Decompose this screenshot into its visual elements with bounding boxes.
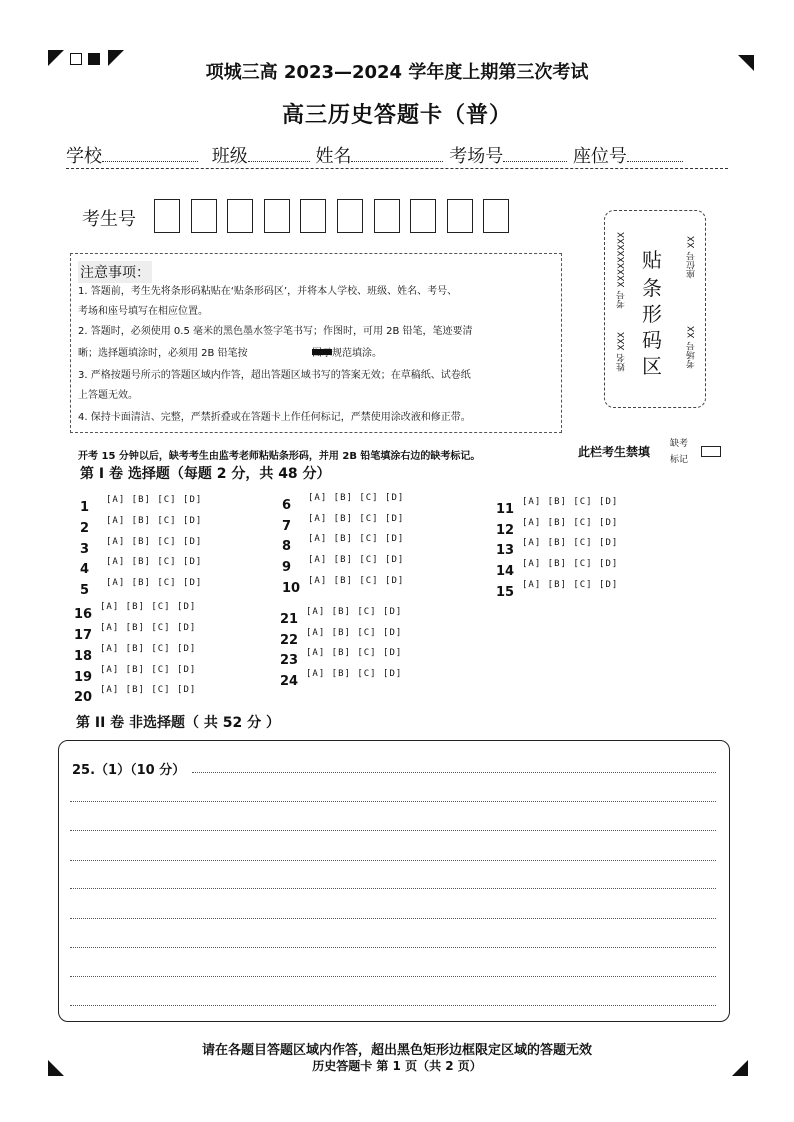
question-number: 1 xyxy=(80,500,90,515)
school-field[interactable] xyxy=(102,143,198,162)
answer-line[interactable] xyxy=(70,947,716,948)
student-id-digit-box[interactable] xyxy=(337,199,363,233)
question-number: 2 xyxy=(80,521,90,536)
answer-options[interactable]: [A] [B] [C] [D] xyxy=(522,580,619,590)
question-number: 21 xyxy=(280,612,299,627)
section2-title: 第 II 卷 非选择题（ 共 52 分 ） xyxy=(76,715,281,731)
absent-mark-box[interactable] xyxy=(701,446,721,457)
answer-options[interactable]: [A] [B] [C] [D] xyxy=(100,602,197,612)
answer-options[interactable]: [A] [B] [C] [D] xyxy=(100,665,197,675)
question-number: 3 xyxy=(80,542,90,557)
question-number: 12 xyxy=(496,523,515,538)
answer-options[interactable]: [A] [B] [C] [D] xyxy=(100,685,197,695)
answer-options[interactable]: [A] [B] [C] [D] xyxy=(308,514,405,524)
student-id-label: 考生号 xyxy=(82,209,136,230)
barcode-char: 码 xyxy=(642,328,662,352)
answer-options[interactable]: [A] [B] [C] [D] xyxy=(106,516,203,526)
notice-item: 3. 严格按题号所示的答题区域内作答，超出答题区域书写的答案无效；在草稿纸、试卷纸 xyxy=(78,370,471,381)
student-id-digit-box[interactable] xyxy=(227,199,253,233)
page-number: 历史答题卡 第 1 页（共 2 页） xyxy=(312,1059,482,1073)
answer-options[interactable]: [A] [B] [C] [D] xyxy=(106,495,203,505)
answer-options[interactable]: [A] [B] [C] [D] xyxy=(306,648,403,658)
student-id-digit-box[interactable] xyxy=(447,199,473,233)
question-number: 15 xyxy=(496,585,515,600)
question-number: 5 xyxy=(80,583,90,598)
answer-line[interactable] xyxy=(70,918,716,919)
answer-options[interactable]: [A] [B] [C] [D] xyxy=(308,534,405,544)
answer-options[interactable]: [A] [B] [C] [D] xyxy=(306,607,403,617)
class-field[interactable] xyxy=(248,143,310,162)
student-id-digit-box[interactable] xyxy=(264,199,290,233)
school-label: 学校 xyxy=(66,146,102,167)
exam-room-label: 考场号 xyxy=(449,146,504,167)
answer-options[interactable]: [A] [B] [C] [D] xyxy=(106,557,203,567)
barcode-char: 形 xyxy=(642,302,662,326)
answer-box-25[interactable] xyxy=(58,740,730,1022)
barcode-char: 区 xyxy=(642,354,662,378)
footer-warning: 请在各题目答题区域内作答，超出黑色矩形边框限定区域的答题无效 xyxy=(201,1043,592,1058)
student-id-digit-box[interactable] xyxy=(154,199,180,233)
answer-line[interactable] xyxy=(70,976,716,977)
question-number: 16 xyxy=(74,607,93,622)
answer-line[interactable] xyxy=(192,772,716,773)
divider xyxy=(66,168,728,169)
exam-room-field[interactable] xyxy=(503,143,567,162)
question-number: 7 xyxy=(282,519,292,534)
student-id-digit-box[interactable] xyxy=(191,199,217,233)
answer-options[interactable]: [A] [B] [C] [D] xyxy=(522,497,619,507)
question-number: 11 xyxy=(496,502,515,517)
section1-title: 第 I 卷 选择题（每题 2 分，共 48 分） xyxy=(80,466,331,482)
barcode-seat-no: 座位号 XX xyxy=(687,236,697,279)
notice-item: 4. 保持卡面清洁、完整，严禁折叠或在答题卡上作任何标记，严禁使用涂改液和修正带。 xyxy=(78,412,471,423)
question-number: 22 xyxy=(280,633,299,648)
notice-title: 注意事项： xyxy=(78,261,152,283)
answer-line[interactable] xyxy=(70,801,716,802)
question-number: 4 xyxy=(80,562,90,577)
notice-item: 晰；选择题填涂时，必须用 2B 铅笔按 xyxy=(78,348,248,359)
answer-options[interactable]: [A] [B] [C] [D] xyxy=(306,669,403,679)
answer-options[interactable]: [A] [B] [C] [D] xyxy=(522,559,619,569)
answer-options[interactable]: [A] [B] [C] [D] xyxy=(100,623,197,633)
barcode-exam-no: 考号 XXXXXXXXX xyxy=(617,232,627,309)
answer-options[interactable]: [A] [B] [C] [D] xyxy=(522,518,619,528)
answer-line[interactable] xyxy=(70,1005,716,1006)
notice-item: 1. 答题前，考生先将条形码粘贴在‘贴条形码区’，并将本人学校、班级、姓名、考号、 xyxy=(78,286,458,297)
student-id-digit-box[interactable] xyxy=(374,199,400,233)
question-number: 17 xyxy=(74,628,93,643)
notice-item: 2. 答题时，必须使用 0.5 毫米的黑色墨水签字笔书写；作图时，可用 2B 铅笔，笔迹要清 xyxy=(78,326,473,337)
exam-title: 项城三高 2023—2024 学年度上期第三次考试 xyxy=(205,62,589,83)
absent-mark-label: 缺考标记 xyxy=(670,439,689,465)
notice-item: 考场和座号填写在相应位置。 xyxy=(78,306,208,317)
student-id-digit-box[interactable] xyxy=(300,199,326,233)
answer-options[interactable]: [A] [B] [C] [D] xyxy=(308,555,405,565)
question-number: 9 xyxy=(282,560,292,575)
answer-options[interactable]: [A] [B] [C] [D] xyxy=(106,537,203,547)
info-fields-row xyxy=(66,142,683,168)
absent-note: 开考 15 分钟以后，缺考考生由监考老师粘贴条形码，并用 2B 铅笔填涂右边的缺考标记。 xyxy=(78,451,481,462)
question-number: 23 xyxy=(280,653,299,668)
forbid-label: 此栏考生禁填 xyxy=(578,445,651,459)
question-number: 18 xyxy=(74,649,93,664)
question-number: 20 xyxy=(74,690,93,705)
answer-options[interactable]: [A] [B] [C] [D] xyxy=(308,576,405,586)
answer-options[interactable]: [A] [B] [C] [D] xyxy=(522,538,619,548)
question-number: 13 xyxy=(496,543,515,558)
answer-options[interactable]: [A] [B] [C] [D] xyxy=(100,644,197,654)
question-number: 6 xyxy=(282,498,292,513)
notice-item: 图示规范填涂。 xyxy=(312,348,382,359)
barcode-char: 条 xyxy=(642,276,662,300)
question-number: 19 xyxy=(74,670,93,685)
question-25-label: 25.（1）（10 分） xyxy=(72,763,186,778)
barcode-name: 姓名 XXX xyxy=(617,332,627,372)
question-number: 8 xyxy=(282,539,292,554)
answer-line[interactable] xyxy=(70,830,716,831)
barcode-room-no: 考场号 XX xyxy=(687,326,697,369)
student-id-digit-box[interactable] xyxy=(483,199,509,233)
question-number: 14 xyxy=(496,564,515,579)
name-label: 姓名 xyxy=(315,146,352,167)
answer-line[interactable] xyxy=(70,860,716,861)
question-number: 10 xyxy=(282,581,301,596)
student-id-digit-box[interactable] xyxy=(410,199,436,233)
seat-label: 座位号 xyxy=(572,146,627,167)
seat-field[interactable] xyxy=(627,143,683,162)
name-field[interactable] xyxy=(351,143,443,162)
class-label: 班级 xyxy=(211,146,248,167)
answer-options[interactable]: [A] [B] [C] [D] xyxy=(308,493,405,503)
question-number: 24 xyxy=(280,674,299,689)
answer-options[interactable]: [A] [B] [C] [D] xyxy=(106,578,203,588)
card-title: 高三历史答题卡（普） xyxy=(281,103,512,128)
barcode-char: 贴 xyxy=(642,248,662,272)
answer-options[interactable]: [A] [B] [C] [D] xyxy=(306,628,403,638)
notice-item: 上答题无效。 xyxy=(78,390,138,401)
answer-line[interactable] xyxy=(70,888,716,889)
